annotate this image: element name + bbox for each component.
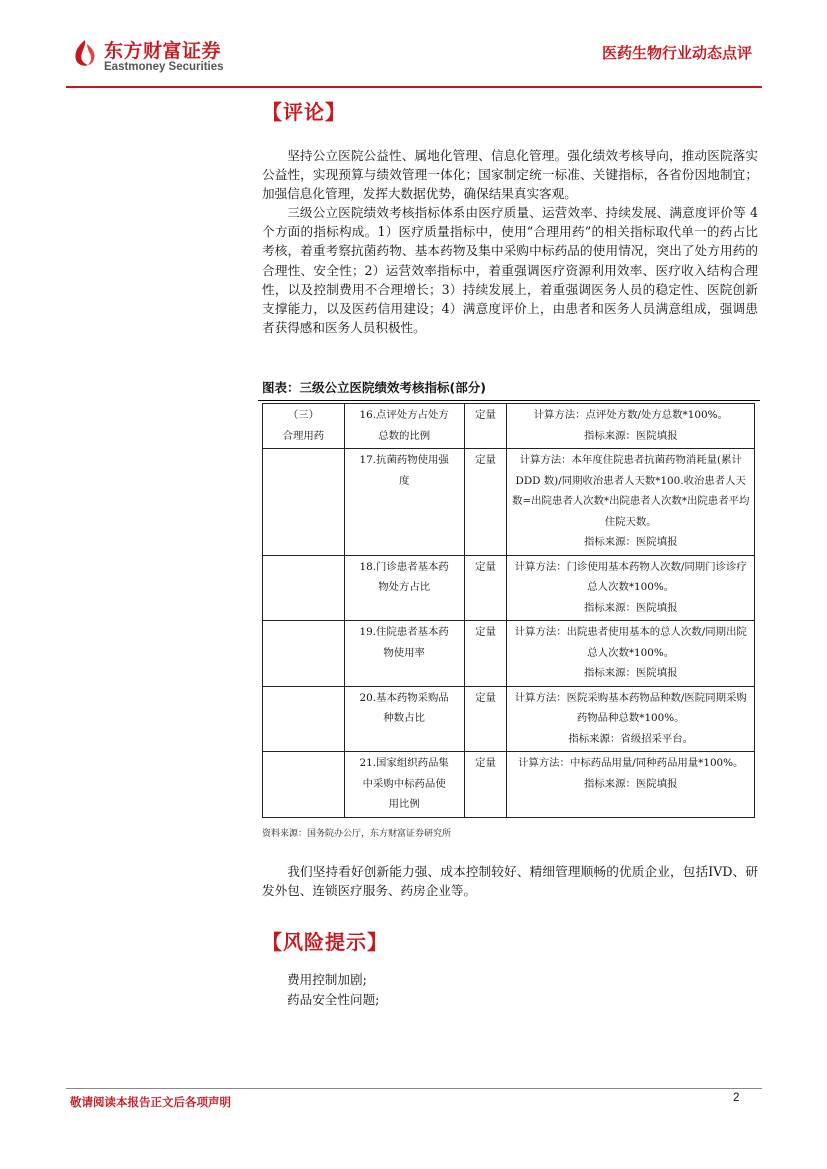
category-cell: [263, 752, 345, 818]
category-cell: [263, 555, 345, 621]
risk-item: 费用控制加剧;: [287, 972, 367, 987]
figure-title: 图表：三级公立医院绩效考核指标(部分): [262, 380, 486, 395]
calc-method: 计算方法：本年度住院患者抗菌药物消耗量(累计 DDD 数)/同期收治患者人天数*100.收治患者人天数=出院患者人次数*出院患者人次数*出院患者平均住院天数。: [512, 454, 750, 528]
indicator-source: 指标来源：医院填报: [583, 429, 678, 442]
outlook-paragraph: 我们坚持看好创新能力强、成本控制较好、精细管理顺畅的优质企业，包括IVD、研发外包、连锁医疗服务、药房企业等。: [262, 864, 758, 899]
indicator-cell: [344, 686, 464, 752]
indicator-text: 16.点评处方占处方: [359, 409, 449, 421]
figure-source: 资料来源：国务院办公厅，东方财富证券研究所: [262, 829, 452, 839]
indicator-text: 20.基本药物采购品: [359, 691, 449, 704]
table-row: [263, 621, 755, 687]
calc-method: 计算方法：门诊使用基本药物人次数/同期门诊诊疗总人次数*100%。: [514, 560, 747, 593]
indicator-table: [262, 403, 755, 818]
eastmoney-logo-icon: [70, 38, 100, 68]
footer-disclaimer: 敬请阅读本报告正文后各项声明: [70, 1095, 231, 1109]
footer-divider: [66, 1088, 762, 1089]
category-cell: [263, 621, 345, 687]
outlook-body: [262, 862, 758, 900]
method-cell: [507, 686, 755, 752]
risk-list: [287, 970, 379, 1010]
indicator-cell: [344, 404, 464, 449]
figure-title-rule: [258, 400, 760, 401]
calc-method: 计算方法：出院患者使用基本的总人次数/同期出院总人次数*100%。: [514, 626, 747, 659]
indicator-text: 种数占比: [383, 712, 425, 724]
table-row: [263, 404, 755, 449]
indicator-source: 指标来源：省级招采平台。: [568, 732, 694, 745]
type-cell: 定量: [464, 686, 507, 752]
category-label: （三）: [287, 409, 319, 421]
indicator-text: 物使用率: [383, 646, 425, 659]
calc-method: 计算方法：医院采购基本药物品种数/医院同期采购药物品种总数*100%。: [514, 691, 747, 724]
company-logo: [70, 36, 240, 78]
header-divider: [66, 86, 762, 88]
method-cell: [507, 555, 755, 621]
category-cell: [263, 404, 345, 449]
table-row: [263, 555, 755, 621]
category-label: 合理用药: [282, 429, 325, 442]
type-cell: 定量: [464, 449, 507, 556]
calc-method: 计算方法：点评处方数/处方总数*100%。: [533, 409, 728, 421]
indicator-cell: [344, 752, 464, 818]
category-cell: [263, 449, 345, 556]
table-row: [263, 752, 755, 818]
logo-chinese-name: 东方财富证券: [104, 40, 222, 62]
page-number: 2: [733, 1092, 740, 1104]
logo-english-name: Eastmoney Securities: [104, 61, 224, 73]
indicator-text: 用比例: [388, 798, 420, 810]
method-cell: [507, 621, 755, 687]
table-row: [263, 449, 755, 556]
category-cell: [263, 686, 345, 752]
indicator-cell: [344, 555, 464, 621]
table-row: [263, 686, 755, 752]
indicator-text: 总数的比例: [378, 429, 431, 442]
calc-method: 计算方法：中标药品用量/同种药品用量*100%。: [518, 757, 744, 769]
risk-item: 药品安全性问题;: [287, 992, 380, 1007]
indicator-text: 21.国家组织药品集: [359, 757, 449, 769]
indicator-source: 指标来源：医院填报: [583, 536, 678, 548]
indicator-text: 17.抗菌药物使用强: [359, 454, 449, 466]
indicator-source: 指标来源：医院填报: [583, 667, 678, 679]
comment-heading: 【评论】: [262, 100, 346, 124]
type-cell: 定量: [464, 621, 507, 687]
indicator-source: 指标来源：医院填报: [583, 601, 678, 614]
method-cell: [507, 752, 755, 818]
indicator-cell: [344, 621, 464, 687]
type-cell: 定量: [464, 752, 507, 818]
method-cell: [507, 404, 755, 449]
report-type: 医药生物行业动态点评: [601, 44, 752, 62]
risk-heading: 【风险提示】: [262, 930, 388, 954]
indicator-text: 度: [398, 474, 410, 487]
indicator-source: 指标来源：医院填报: [583, 777, 678, 790]
indicator-text: 物处方占比: [378, 581, 431, 593]
method-cell: [507, 449, 755, 556]
type-cell: 定量: [464, 404, 507, 449]
comment-body: [262, 146, 758, 337]
indicator-text: 18.门诊患者基本药: [359, 560, 449, 573]
indicator-cell: [344, 449, 464, 556]
comment-paragraph: 三级公立医院绩效考核指标体系由医疗质量、运营效率、持续发展、满意度评价等 4 个方面的指标构成。1）医疗质量指标中，使用“合理用药”的相关指标取代单一的药占比考核，着重考察抗菌药物、基本药物及集中采购中标药品的使用情况，突出了处方用药的合理性、安全性；2）运营效率指标中，着重强调医疗资源利用效率、医疗收入结构合理性，以及控制费用不合理增长；3）持续发展上，着重强调医务人员的稳定性、医院创新支撑能力，以及医药信用建设；4）满意度评价上，由患者和医务人员满意组成，强调患者获得感和医务人员积极性。: [262, 205, 758, 335]
comment-paragraph: 坚持公立医院公益性、属地化管理、信息化管理。强化绩效考核导向，推动医院落实公益性，实现预算与绩效管理一体化；国家制定统一标准、关键指标，各省份因地制宜；加强信息化管理，发挥大数据优势，确保结果真实客观。: [262, 148, 758, 202]
type-cell: 定量: [464, 555, 507, 621]
indicator-text: 19.住院患者基本药: [359, 626, 449, 638]
indicator-text: 中采购中标药品使: [362, 777, 446, 790]
